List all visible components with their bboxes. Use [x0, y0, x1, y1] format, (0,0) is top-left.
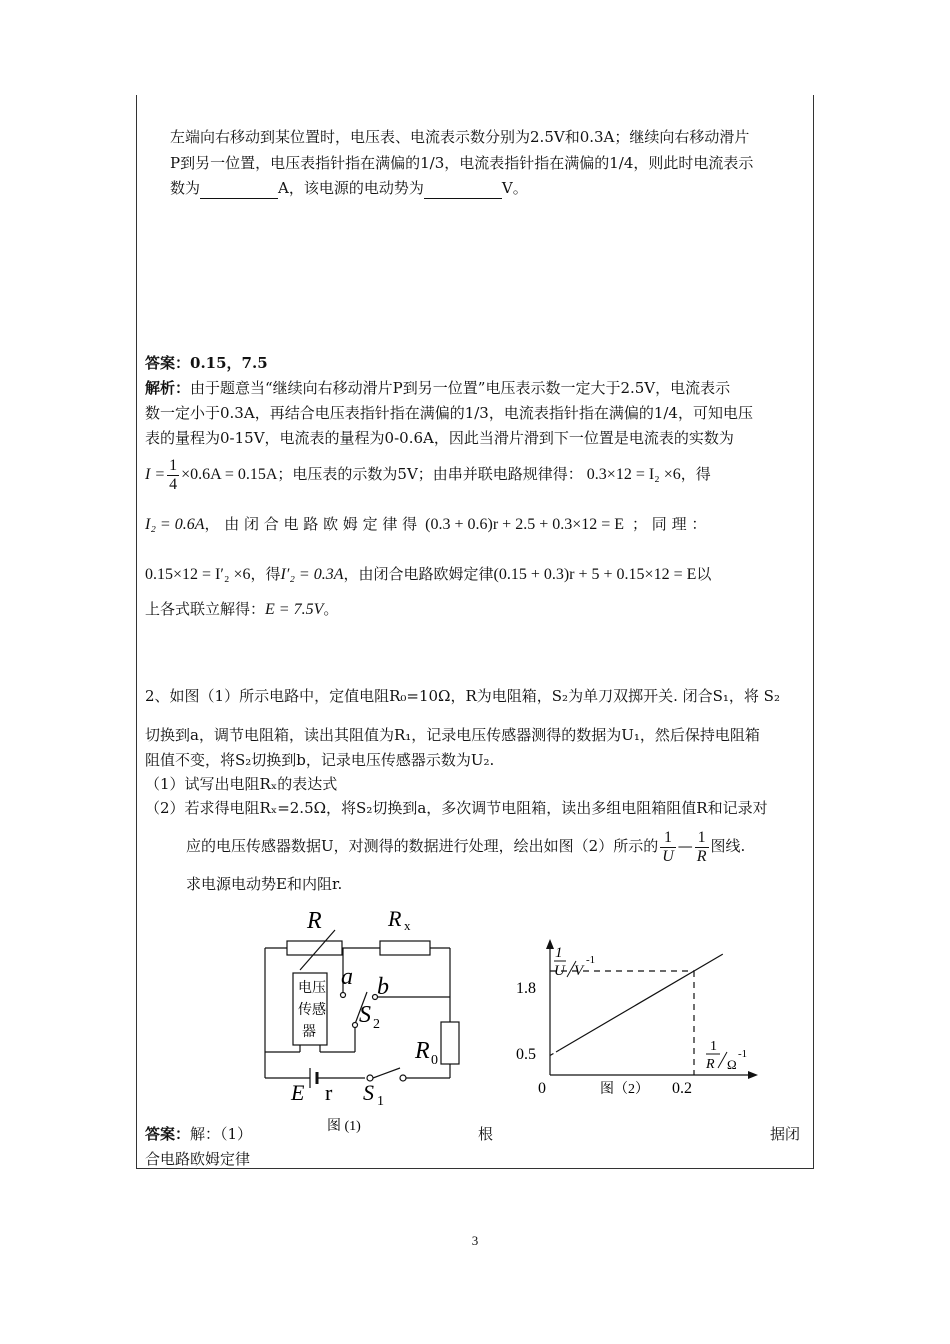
sensor-label-2: 传感 [298, 1003, 326, 1018]
blank-current[interactable] [200, 183, 278, 199]
label-a: a [341, 964, 353, 990]
y-tick-0-5: 0.5 [516, 1046, 536, 1063]
label-S1-sub: 1 [377, 1094, 384, 1109]
q1-line3: 数为 A，该电源的电动势为 V。 [170, 179, 528, 197]
answer2-line1: 答案：解：（1） [145, 1125, 253, 1143]
label-R0-sub: 0 [431, 1053, 438, 1068]
label-R0: R [415, 1038, 430, 1064]
analysis1-line3: 表的量程为0-15V，电流表的量程为0-0.6A，因此当滑片滑到下一位置是电流表的实数为 [145, 429, 734, 447]
fit-line-extension [550, 1050, 559, 1055]
figure1-caption: 图 (1) [327, 1119, 361, 1134]
x-axis-exp: -1 [738, 1048, 748, 1060]
answer1: 答案：0.15，7.5 [145, 354, 268, 372]
page-number: 3 [471, 1233, 479, 1248]
answer2-word: 根 [478, 1125, 494, 1143]
sensor-label-3: 器 [302, 1025, 316, 1040]
circuit-diagram [255, 900, 475, 1140]
graph-1U-vs-1R [510, 935, 770, 1100]
x-axis-unit: Ω [727, 1057, 737, 1072]
y-axis-den: U [554, 963, 565, 979]
blank-emf[interactable] [424, 183, 502, 199]
label-S1: S [363, 1080, 374, 1105]
q2-part2: （2）若求得电阻Rₓ=2.5Ω，将S₂切换到a，多次调节电阻箱，读出多组电阻箱阻值R和记录对 [145, 799, 768, 817]
label-Rx: R [388, 906, 402, 931]
q2-part1: （1）试写出电阻Rₓ的表达式 [145, 775, 338, 793]
origin-label: 0 [538, 1080, 546, 1097]
analysis1-eq-line3: 0.15×12 = I′₂ ×6，得I′₂ = 0.3A，由闭合电路欧姆定律(0.15 + 0.3)r + 5 + 0.15×12 = E以 [145, 565, 712, 583]
y-axis-exp: -1 [586, 954, 596, 966]
x-tick-0-2: 0.2 [672, 1080, 692, 1097]
q2-part2-line2: 应的电压传感器数据U，对测得的数据进行处理，绘出如图（2）所示的 $\frac{1}{U}$ — $\frac{1}{R}$ 图线. [186, 828, 746, 865]
x-axis-den: R [706, 1057, 715, 1072]
label-Rx-sub: x [404, 918, 411, 933]
fit-line [559, 954, 722, 1050]
label-r: r [325, 1080, 333, 1105]
analysis1-conclusion: 上各式联立解得：E = 7.5V。 [145, 600, 339, 618]
q2-line2: 切换到a，调节电阻箱，读出其阻值为R₁，记录电压传感器测得的数据为U₁，然后保持电阻箱 [145, 726, 760, 744]
y-tick-1-8: 1.8 [516, 980, 536, 997]
analysis1-eq-line1: I = $\frac{1}{4}$ ×0.6A = 0.15A；电压表的示数为5V；由串并联电路规律得： 0.3×12 = I₂ ×6，得 [145, 456, 711, 493]
y-axis-unit: V [574, 963, 584, 979]
answer2-word-2: 据闭 [770, 1125, 801, 1143]
sensor-label-1: 电压 [298, 981, 326, 996]
q1-line1: 左端向右移动到某位置时，电压表、电流表示数分别为2.5V和0.3A；继续向右移动滑片 [170, 128, 750, 146]
q1-line2: P到另一位置，电压表指针指在满偏的1/3，电流表指针指在满偏的1/4，则此时电流表示 [170, 154, 754, 172]
label-b: b [377, 974, 389, 1000]
x-axis-num: 1 [710, 1039, 717, 1054]
label-S2-sub: 2 [373, 1017, 380, 1032]
analysis1-line2: 数一定小于0.3A，再结合电压表指针指在满偏的1/3，电流表指针指在满偏的1/4，可知电压 [145, 404, 753, 422]
q2-line3: 阻值不变，将S₂切换到b，记录电压传感器示数为U₂. [145, 751, 495, 769]
q2-part2-line3: 求电源电动势E和内阻r. [186, 875, 343, 893]
label-R: R [307, 908, 322, 934]
answer2-line2: 合电路欧姆定律 [145, 1150, 251, 1168]
analysis1-eq-line2: I₂ = 0.6A， 由 闭 合 电 路 欧 姆 定 律 得 (0.3 + 0.6)r + 2.5 + 0.3×12 = E ； 同 理 ： [145, 515, 707, 533]
label-E: E [291, 1080, 305, 1105]
y-axis-num: 1 [555, 945, 563, 961]
label-S2: S [359, 1002, 371, 1028]
q2-line1: 2、如图（1）所示电路中，定值电阻R₀=10Ω，R为电阻箱，S₂为单刀双掷开关. 闭合S₁，将 S₂ [145, 687, 780, 705]
figure2-caption: 图（2） [600, 1082, 649, 1097]
analysis1-line1: 解析：由于题意当“继续向右移动滑片P到另一位置”电压表示数一定大于2.5V，电流表示 [145, 379, 731, 397]
